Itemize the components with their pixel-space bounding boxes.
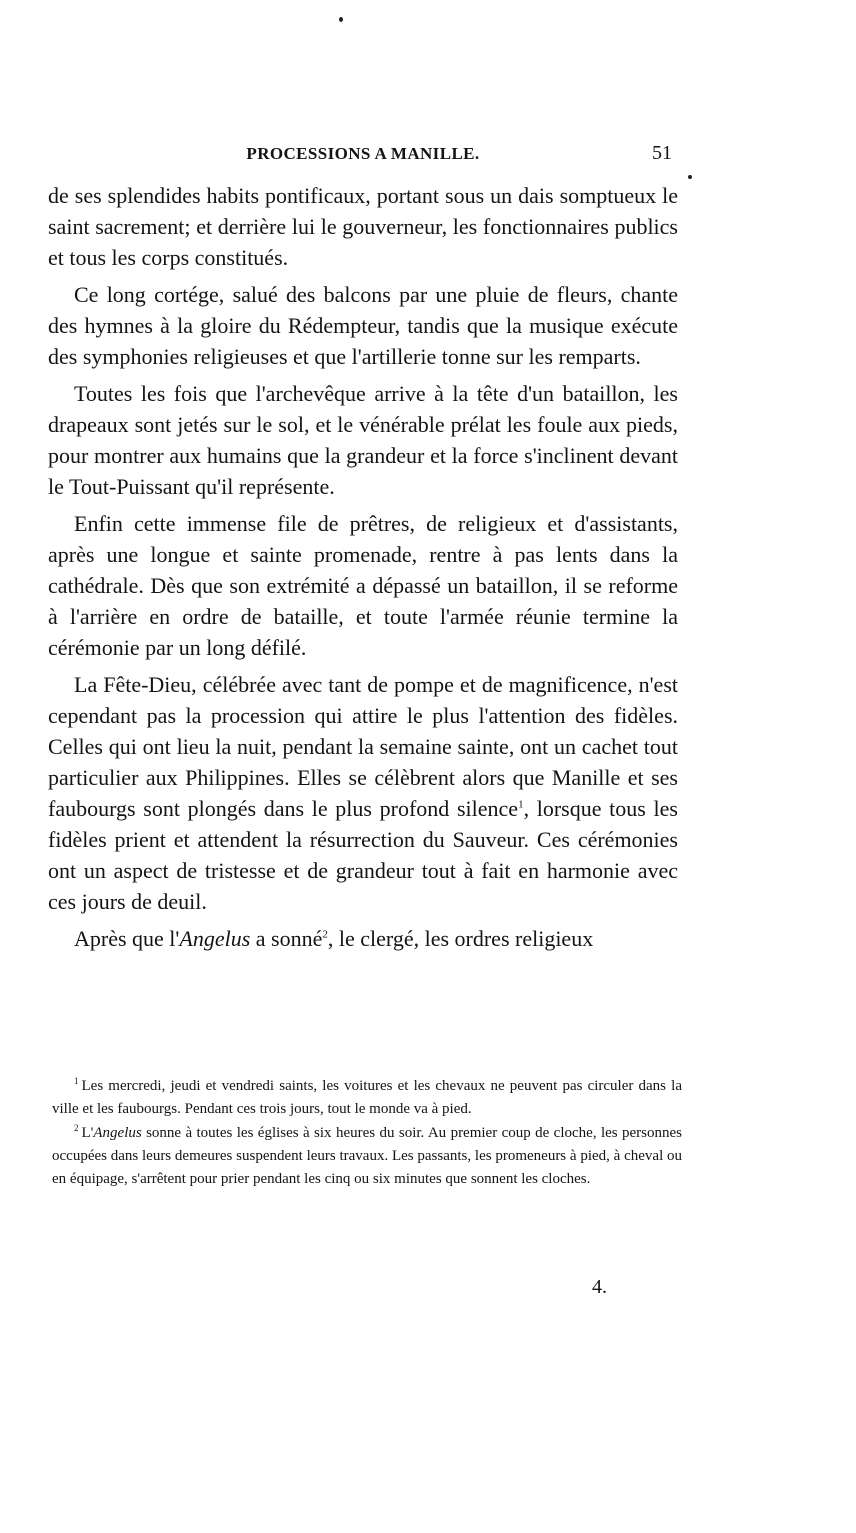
footnote-1-mark: 1 bbox=[74, 1076, 79, 1086]
footnote-2-mark: 2 bbox=[74, 1123, 79, 1133]
paragraph-3: Toutes les fois que l'archevêque arrive à la tête d'un bataillon, les drapeaux sont jetés sur le sol, et le vénérable prélat les foule aux pieds, pour montrer aux humains que la grandeur et la force s'inclinent devant le Tout-Puissant qu'il représente. bbox=[48, 381, 678, 499]
paragraph-5-text-b: , lorsque tous les fidèles prient et attendent la résurrection du Sauveur. Ces cérémonies ont un aspect de tristesse et de grandeur tout à fait en harmonie avec ces jours de deuil. bbox=[48, 796, 678, 914]
footnote-2 bbox=[52, 1122, 682, 1191]
paragraph-5 bbox=[48, 669, 678, 917]
body-text bbox=[48, 180, 678, 960]
paragraph-1: de ses splendides habits pontificaux, portant sous un dais somptueux le saint sacrement; et derrière lui le gouverneur, les fonctionnaires publics et tous les corps constitués. bbox=[48, 183, 678, 270]
running-title: PROCESSIONS A MANILLE. bbox=[246, 144, 480, 163]
page-number: 51 bbox=[652, 142, 672, 164]
ink-speck bbox=[339, 17, 343, 22]
footnote-2-text-b: sonne à toutes les églises à six heures du soir. Au premier coup de cloche, les personnes occupées dans leurs demeures suspendent leurs travaux. Les passants, les promeneurs à pied, à cheval ou en équipage, s'arrêtent pour prier pendant les cinq ou six minutes que sonnent les cloches. bbox=[52, 1125, 682, 1187]
footnote-1-text: Les mercredi, jeudi et vendredi saints, les voitures et les chevaux ne peuvent pas circuler dans la ville et les faubourgs. Pendant ces trois jours, tout le monde va à pied. bbox=[52, 1078, 682, 1117]
paragraph-6-text-b: a sonné bbox=[250, 926, 323, 951]
footnote-1 bbox=[52, 1075, 682, 1121]
angelus-italic: Angelus bbox=[179, 926, 251, 951]
paragraph-4: Enfin cette immense file de prêtres, de religieux et d'assistants, après une longue et sainte promenade, rentre à pas lents dans la cathédrale. Dès que son extrémité a dépassé un bataillon, il se reforme à l'arrière en ordre de bataille, et toute l'armée réunie termine la cérémonie par un long défilé. bbox=[48, 511, 678, 660]
footnote-2-text-a: L' bbox=[81, 1125, 94, 1141]
footnote-ref-2: 2 bbox=[322, 928, 328, 941]
paragraph-6-text-c: , le clergé, les ordres religieux bbox=[327, 926, 594, 951]
footnote-ref-1: 1 bbox=[518, 798, 524, 811]
footnote-2-angelus-italic: Angelus bbox=[93, 1125, 142, 1141]
paragraph-5-text-a: La Fête-Dieu, célébrée avec tant de pompe et de magnificence, n'est cependant pas la procession qui attire le plus l'attention des fidèles. Celles qui ont lieu la nuit, pendant la semaine sainte, ont un cachet tout particulier aux Philippines. Elles se célèbrent alors que Manille et ses faubourgs sont plongés dans le plus profond silence bbox=[48, 672, 678, 821]
ink-speck bbox=[688, 175, 692, 179]
paragraph-2: Ce long cortége, salué des balcons par une pluie de fleurs, chante des hymnes à la gloire du Rédempteur, tandis que la musique exécute des symphonies religieuses et que l'artillerie tonne sur les remparts. bbox=[48, 282, 678, 369]
paragraph-6 bbox=[48, 923, 678, 954]
footnotes bbox=[52, 1075, 682, 1192]
signature-mark: 4. bbox=[592, 1276, 607, 1298]
paragraph-6-text-a: Après que l' bbox=[74, 926, 180, 951]
running-head bbox=[48, 144, 678, 172]
